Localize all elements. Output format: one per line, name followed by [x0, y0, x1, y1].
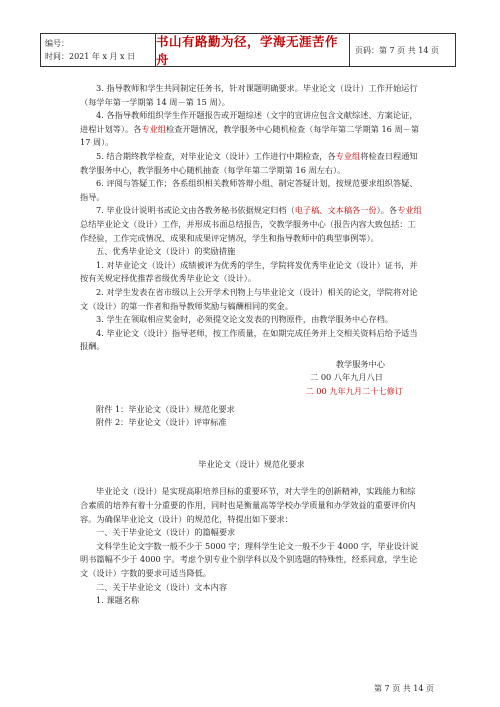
section-heading: 一、关于毕业论文（设计）的篇幅要求: [96, 527, 236, 538]
attachment-2: 附件 2：毕业论文（设计）评审标准: [96, 417, 227, 428]
attachment-1: 附件 1：毕业论文（设计）规范化要求: [96, 403, 235, 414]
paragraph: 3. 学生在领取相应奖金时，必须提交论文发表的刊物原件，由教学服务中心存档。: [96, 314, 393, 325]
header-page-label: 页码：第 7 页 共 14 页: [355, 45, 439, 55]
paragraph: 3. 指导教师和学生共同制定任务书，针对课题明确要求。毕业论文（设计）工作开始运行（每学年第一学期第 14 周－第 15 周）。: [80, 83, 418, 107]
header-slogan: 书山有路勤为径，学海无涯苦作舟: [156, 34, 350, 66]
document-body: [80, 82, 423, 608]
paragraph: 2. 对学生发表在省市级以上公开学术刊物上与毕业论文（设计）相关的论文，学院将对论文（设计）的第一作者和指导教师奖励与稿酬相同的奖金。: [80, 286, 418, 311]
paragraph: 文科学生论文字数一般不少于 5000 字；理科学生论文一般不少于 4000 字，毕业设计说明书篇幅不少于 4000 字。考虑个别专业个别学科以及个别选题的特殊性，经系同意，学生论文（设计）字数的要求可适当降低。: [80, 540, 419, 578]
paragraph: 毕业论文（设计）是实现高职培养目标的重要环节，对大学生的创新精神，实践能力和综合素质的培养有着十分重要的作用，同时也是衡量高等学校办学质量和办学效益的重要评价内容。为确保毕业论文（设计）的规范化，特提出如下要求：: [80, 486, 416, 524]
paragraph: 5. 结合期终教学检查，对毕业论文（设计）工作进行中期检查，各专业组将检查日程通知教学服务中心，教学服务中心随机抽查（每学年第二学期第 16 周左右）。: [80, 150, 418, 175]
section-title: 毕业论文（设计）规范化要求: [198, 458, 305, 469]
signature-org: 教学服务中心: [335, 358, 385, 369]
paragraph: 6. 评阅与答疑工作；各系组织相关教师答辩小组、制定答疑计划，按规范要求组织答疑、指导。: [80, 178, 418, 202]
time-label: 时间：2021 年 x 月 x 日: [45, 52, 136, 61]
section-heading: 二、关于毕业论文（设计）文本内容: [96, 581, 228, 592]
paragraph: 7. 毕业设计说明书或论文由各教务秘书依据规定归档（电子稿、文本稿各一份）。各专业组总结毕业论文（设计）工作，并形成书面总结报告，交教学服务中心（报告内容大致包括：工作经验，工作完成情况、成果和成果评定情况，学生和指导教师中的典型事例等）。: [80, 205, 422, 243]
paragraph: 4. 毕业论文（设计）指导老师，按工作质量，在如期完成任务并上交相关资料后给予适当报酬。: [80, 327, 418, 352]
page-header: [40, 33, 456, 67]
page-footer: 第 7 页 共 14 页: [374, 684, 434, 693]
signature-date: 二 00 八年九月八日: [310, 372, 383, 383]
paragraph: 1. 对毕业论文（设计）成绩被评为优秀的学生，学院将发优秀毕业论文（设计）证书，并按有关规定择优推荐省级优秀毕业论文（设计）。: [80, 259, 418, 284]
paragraph: 4. 各指导教师组织学生作开题报告或开题综述（文字的宣讲应包含文献综述、方案论证，进程计划等）。各专业组检查开题情况，教学服务中心随机检查（每学年第二学期第 16 周－第 17 周）。: [80, 110, 420, 148]
number-label: 编号：: [45, 39, 69, 48]
paragraph: 1. 课题名称: [96, 595, 140, 606]
section-heading: 五、优秀毕业论文（设计）的奖励措施: [96, 246, 236, 257]
revision-date: 二 00 九年九月二十七修订: [305, 386, 403, 397]
header-info: [41, 34, 156, 66]
